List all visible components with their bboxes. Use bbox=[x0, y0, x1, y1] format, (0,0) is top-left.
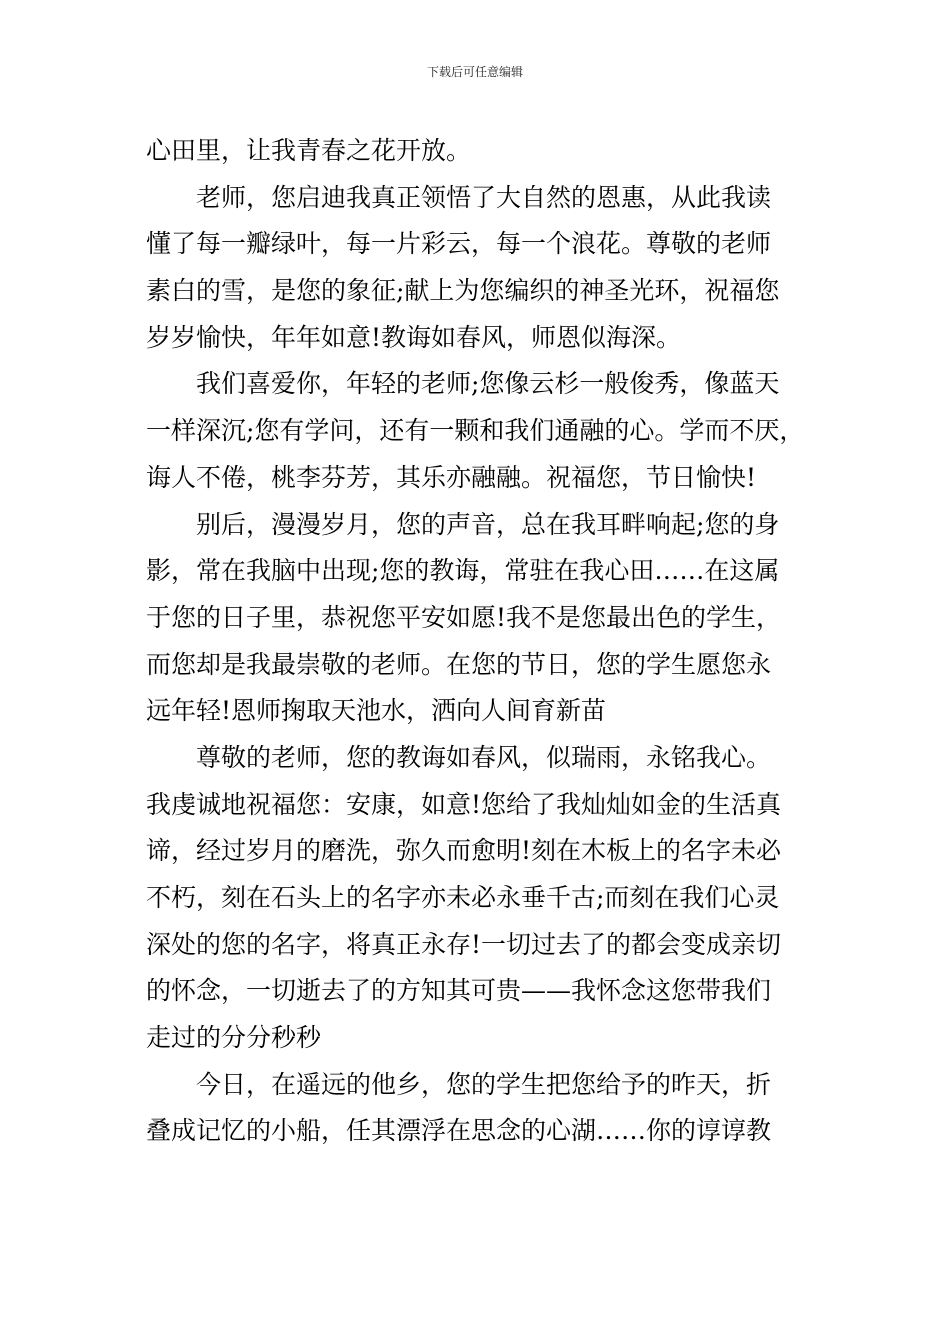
text-line: 影，常在我脑中出现;您的教诲，常驻在我心田……在这属 bbox=[146, 556, 780, 586]
text-line: 一样深沉;您有学问，还有一颗和我们通融的心。学而不厌， bbox=[146, 416, 805, 446]
body-text bbox=[146, 128, 826, 1155]
text-line: 深处的您的名字，将真正永存!一切过去了的都会变成亲切 bbox=[146, 929, 782, 959]
text-line: 尊敬的老师，您的教诲如春风，似瑞雨，永铭我心。 bbox=[196, 742, 772, 772]
text-line: 诲人不倦，桃李芬芳，其乐亦融融。祝福您，节日愉快! bbox=[146, 462, 757, 492]
page-header: 下载后可任意编辑 bbox=[426, 65, 523, 79]
text-line: 不朽，刻在石头上的名字亦未必永垂千古;而刻在我们心灵 bbox=[146, 883, 780, 912]
text-line: 老师，您启迪我真正领悟了大自然的恩惠，从此我读 bbox=[196, 182, 772, 212]
text-line: 懂了每一瓣绿叶，每一片彩云，每一个浪花。尊敬的老师 bbox=[146, 229, 772, 259]
text-line: 我们喜爱你，年轻的老师;您像云杉一般俊秀，像蓝天 bbox=[196, 369, 780, 399]
text-line: 谛，经过岁月的磨洗，弥久而愈明!刻在木板上的名字未必 bbox=[146, 836, 782, 866]
text-line: 于您的日子里，恭祝您平安如愿!我不是您最出色的学生， bbox=[146, 602, 782, 632]
text-line: 素白的雪，是您的象征;献上为您编织的神圣光环，祝福您 bbox=[146, 276, 780, 306]
text-line: 别后，漫漫岁月，您的声音，总在我耳畔响起;您的身 bbox=[196, 509, 780, 539]
text-line: 我虔诚地祝福您：安康，如意!您给了我灿灿如金的生活真 bbox=[146, 789, 782, 819]
text-line: 走过的分分秒秒 bbox=[146, 1023, 322, 1053]
text-line: 心田里，让我青春之花开放。 bbox=[146, 136, 472, 165]
text-line: 而您却是我最崇敬的老师。在您的节日，您的学生愿您永 bbox=[146, 649, 772, 679]
text-line: 今日，在遥远的他乡，您的学生把您给予的昨天，折 bbox=[196, 1069, 772, 1099]
text-line: 的怀念，一切逝去了的方知其可贵——我怀念这您带我们 bbox=[146, 976, 772, 1006]
text-line: 远年轻!恩师掬取天池水，洒向人间育新苗 bbox=[146, 696, 607, 726]
text-line: 岁岁愉快，年年如意!教诲如春风，师恩似海深。 bbox=[146, 322, 682, 352]
text-line: 叠成记忆的小船，任其漂浮在思念的心湖……你的谆谆教 bbox=[146, 1116, 772, 1146]
